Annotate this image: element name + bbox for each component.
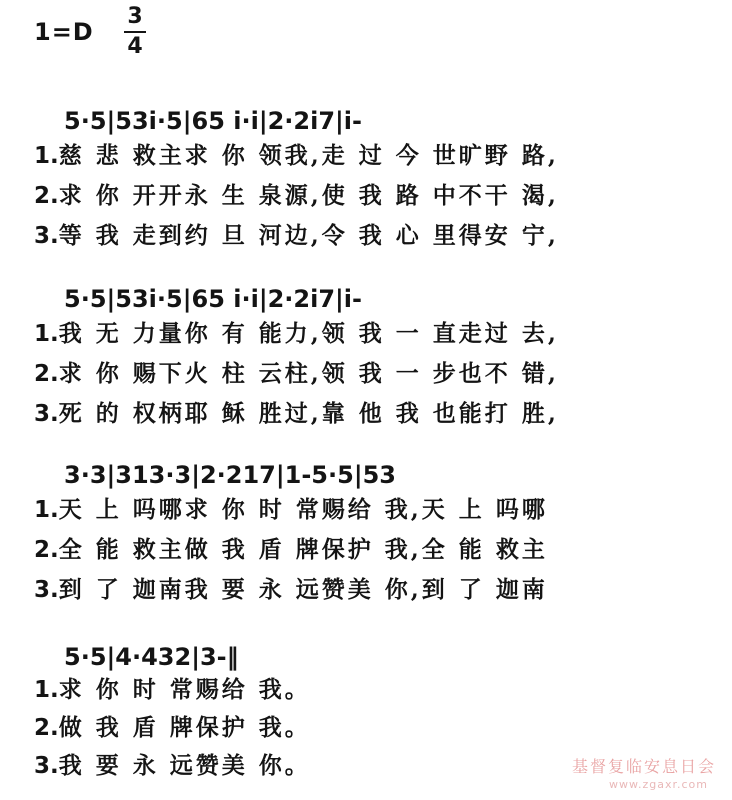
verse-number: 3. [34,223,59,249]
verse-number: 1. [34,143,59,169]
notation-line: 3·3|313·3|2·217|1-5·5|53 [64,461,396,489]
verse-number: 2. [34,361,59,387]
notation-line: 5·5|53i·5|65 i·i|2·2i7|i- [64,285,362,313]
lyric-text: 求 你 赐下火 柱 云柱,领 我 一 步也不 错, [58,360,559,387]
lyric-verse-3 [34,216,559,256]
lyric-text: 我 无 力量你 有 能力,领 我 一 直走过 去, [58,320,559,347]
lyric-verse-3 [34,746,311,786]
lyric-verse-3 [34,394,559,434]
watermark: 基督复临安息日会 [571,757,716,776]
lyric-text: 求 你 开开永 生 泉源,使 我 路 中不干 渴, [58,182,559,209]
time-signature [124,4,146,60]
watermark-url: www.zgaxr.com [609,778,708,791]
time-signature-top: 3 [127,4,143,29]
lyric-text: 到 了 迦南我 要 永 远赞美 你,到 了 迦南 [58,576,548,603]
verse-number: 2. [34,537,59,563]
lyric-text: 求 你 时 常赐给 我。 [58,676,311,703]
lyric-verse-1 [34,670,311,710]
notation-line: 5·5|4·432|3-‖ [64,643,239,671]
lyric-verse-2 [34,708,311,748]
verse-number: 1. [34,677,59,703]
time-signature-bar [124,31,146,33]
lyric-text: 死 的 权柄耶 稣 胜过,靠 他 我 也能打 胜, [58,400,559,427]
lyric-verse-1 [34,490,548,530]
lyric-text: 做 我 盾 牌保护 我。 [58,714,311,741]
time-signature-bottom: 4 [127,34,143,59]
verse-number: 1. [34,497,59,523]
lyric-verse-3 [34,570,548,610]
lyric-text: 等 我 走到约 旦 河边,令 我 心 里得安 宁, [58,222,559,249]
verse-number: 1. [34,321,59,347]
lyric-text: 天 上 吗哪求 你 时 常赐给 我,天 上 吗哪 [58,496,548,523]
lyric-verse-2 [34,530,548,570]
notation-line: 5·5|53i·5|65 i·i|2·2i7|i- [64,107,362,135]
key-signature: 1=D [34,18,94,46]
lyric-verse-2 [34,354,559,394]
lyric-verse-1 [34,314,559,354]
lyric-text: 我 要 永 远赞美 你。 [58,752,311,779]
lyric-verse-2 [34,176,559,216]
verse-number: 3. [34,577,59,603]
lyric-text: 全 能 救主做 我 盾 牌保护 我,全 能 救主 [58,536,548,563]
verse-number: 2. [34,183,59,209]
verse-number: 3. [34,753,59,779]
lyric-verse-1 [34,136,559,176]
lyric-text: 慈 悲 救主求 你 领我,走 过 今 世旷野 路, [58,142,559,169]
verse-number: 2. [34,715,59,741]
verse-number: 3. [34,401,59,427]
